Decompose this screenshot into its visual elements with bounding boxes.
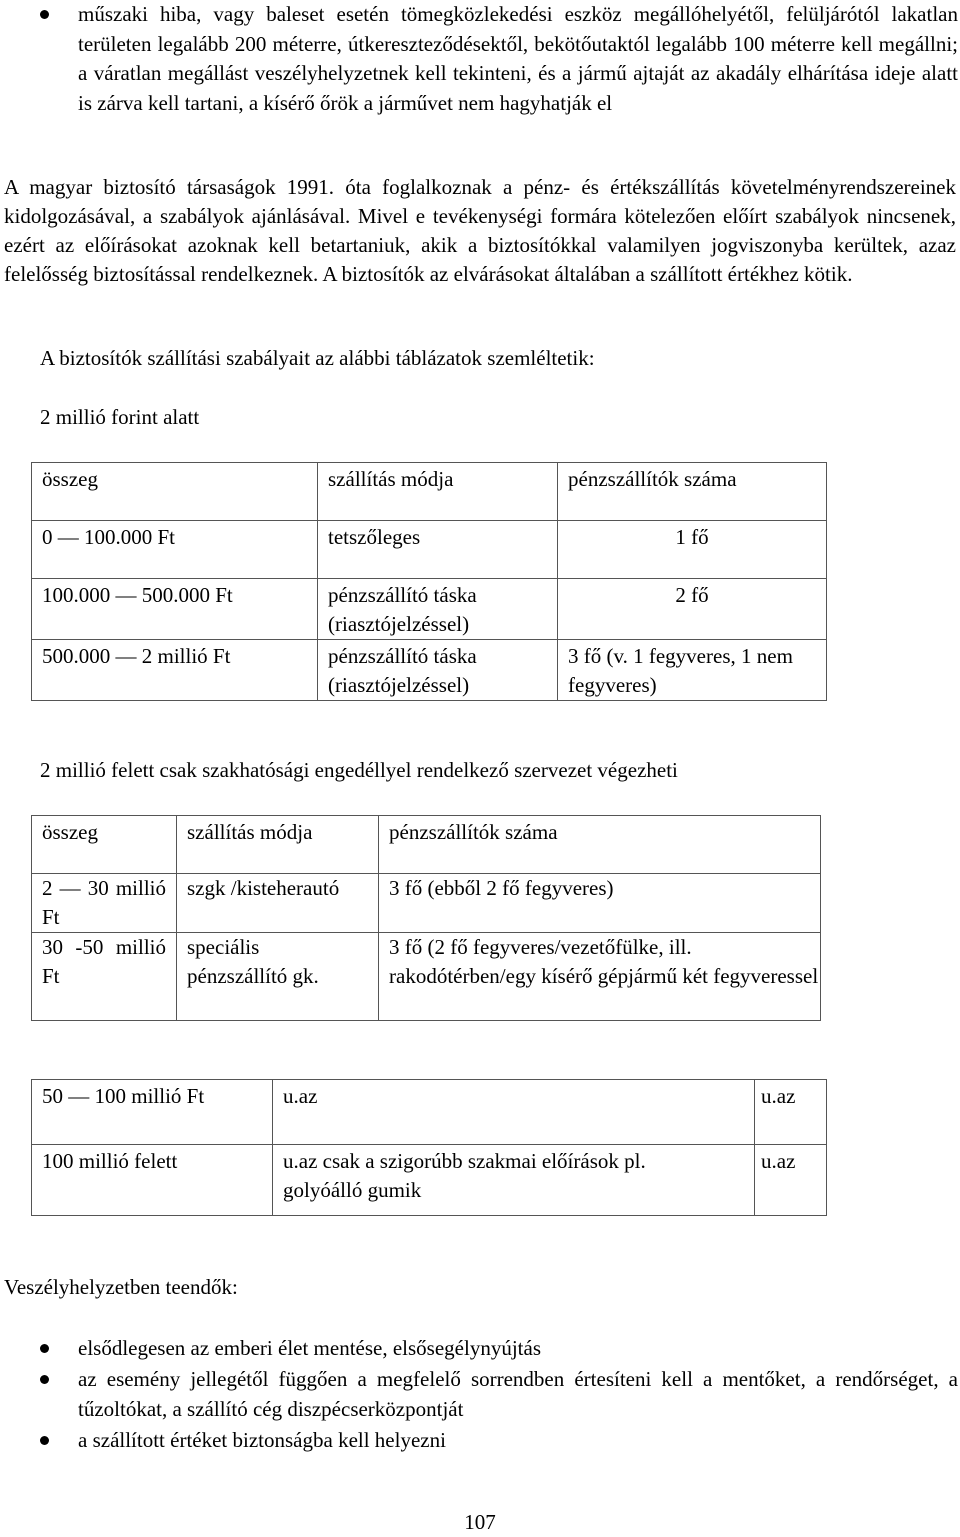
header-cell: pénzszállítók száma bbox=[379, 816, 821, 874]
table-cell: u.az bbox=[273, 1080, 755, 1145]
table-row bbox=[32, 1080, 827, 1145]
table-cell: 3 fő (v. 1 fegyveres, 1 nem fegyveres) bbox=[558, 640, 827, 701]
tables-intro: A biztosítók szállítási szabályait az alábbi táblázatok szemléltetik: bbox=[40, 346, 595, 370]
table1-caption: 2 millió forint alatt bbox=[40, 405, 200, 429]
page-number: 107 bbox=[464, 1510, 496, 1534]
table-cell: 500.000 — 2 millió Ft bbox=[32, 640, 318, 701]
table-cell: 2 — 30 millió Ft bbox=[32, 874, 177, 933]
bullet-text: műszaki hiba, vagy baleset esetén tömegközlekedési eszköz megállóhelyétől, felüljárótól lakatlan területen legalább 200 méterre, útkereszteződésektől, bekötőutaktól legalább 100 méterre kell megállni; a váratlan megállást veszélyhelyzetnek kell tekinteni, és a jármű ajtaját az akadály elhárítása ideje alatt is zárva kell tartani, a kísérő őrök a járművet nem hagyhatják el bbox=[78, 2, 958, 115]
list-item bbox=[40, 1334, 958, 1364]
header-cell: pénzszállítók száma bbox=[558, 463, 827, 521]
table-cell: 1 fő bbox=[558, 521, 827, 579]
bullet-dot-icon bbox=[40, 1344, 49, 1353]
table-cell: 30 -50 millió Ft bbox=[32, 933, 177, 1021]
table-cell: tetszőleges bbox=[318, 521, 558, 579]
bullet-dot-icon bbox=[40, 1436, 49, 1445]
list-item bbox=[40, 1365, 958, 1425]
list-item-text: elsődlegesen az emberi élet mentése, elsősegélynyújtás bbox=[78, 1336, 541, 1360]
table-cell: 3 fő (ebből 2 fő fegyveres) bbox=[379, 874, 821, 933]
table-cell: u.az bbox=[755, 1145, 827, 1216]
table-cell: pénzszállító táska (riasztójelzéssel) bbox=[318, 640, 558, 701]
emergency-heading: Veszélyhelyzetben teendők: bbox=[4, 1275, 238, 1299]
table-row bbox=[32, 640, 827, 701]
table-cell: 50 — 100 millió Ft bbox=[32, 1080, 273, 1145]
header-cell: szállítás módja bbox=[177, 816, 379, 874]
table-cell: u.az csak a szigorúbb szakmai előírások pl. golyóálló gumik bbox=[273, 1145, 755, 1216]
table-cell: szgk /kisteherautó bbox=[177, 874, 379, 933]
table-row bbox=[32, 521, 827, 579]
header-cell: szállítás módja bbox=[318, 463, 558, 521]
list-item-text: a szállított értéket biztonságba kell helyezni bbox=[78, 1428, 446, 1452]
table-cell: speciális pénzszállító gk. bbox=[177, 933, 379, 1021]
table-cell: pénzszállító táska (riasztójelzéssel) bbox=[318, 579, 558, 640]
table-cell: 0 — 100.000 Ft bbox=[32, 521, 318, 579]
table2-caption: 2 millió felett csak szakhatósági engedéllyel rendelkező szervezet végezheti bbox=[40, 758, 678, 782]
table-cell: u.az bbox=[755, 1080, 827, 1145]
bullet-dot-icon bbox=[40, 10, 49, 19]
bullet-item bbox=[40, 0, 958, 150]
list-item bbox=[40, 1426, 958, 1456]
list-item-text: az esemény jellegétől függően a megfelelő sorrendben értesíteni kell a mentőket, a rendőrséget, a tűzoltókat, a szállító cég diszpécserközpontját bbox=[78, 1367, 958, 1421]
table-row bbox=[32, 874, 821, 933]
table-under-2-million bbox=[31, 462, 827, 701]
table-over-2-million bbox=[31, 815, 821, 1021]
header-cell: összeg bbox=[32, 463, 318, 521]
table-cell: 100.000 — 500.000 Ft bbox=[32, 579, 318, 640]
bullet-dot-icon bbox=[40, 1375, 49, 1384]
header-cell: összeg bbox=[32, 816, 177, 874]
table-header-row bbox=[32, 463, 827, 521]
table-cell: 100 millió felett bbox=[32, 1145, 273, 1216]
insurance-paragraph: A magyar biztosító társaságok 1991. óta foglalkoznak a pénz- és értékszállítás követelményrendszereinek kidolgozásával, a szabályok ajánlásával. Mivel e tevékenységi formára kötelezően előírt szabályok nincsenek, ezért az előírásokat azoknak kell betartaniuk, akik a biztosítókkal valamilyen jogviszonyba kerültek, azaz felelősség biztosítással rendelkeznek. A biztosítók az elvárásokat általában a szállított értékhez kötik. bbox=[4, 175, 956, 286]
table-row bbox=[32, 1145, 827, 1216]
table-cell: 2 fő bbox=[558, 579, 827, 640]
table-header-row bbox=[32, 816, 821, 874]
table-over-50-million bbox=[31, 1079, 827, 1216]
table-row bbox=[32, 933, 821, 1021]
table-cell: 3 fő (2 fő fegyveres/vezetőfülke, ill. rakodótérben/egy kísérő gépjármű két fegyveressel bbox=[379, 933, 821, 1021]
table-row bbox=[32, 579, 827, 640]
